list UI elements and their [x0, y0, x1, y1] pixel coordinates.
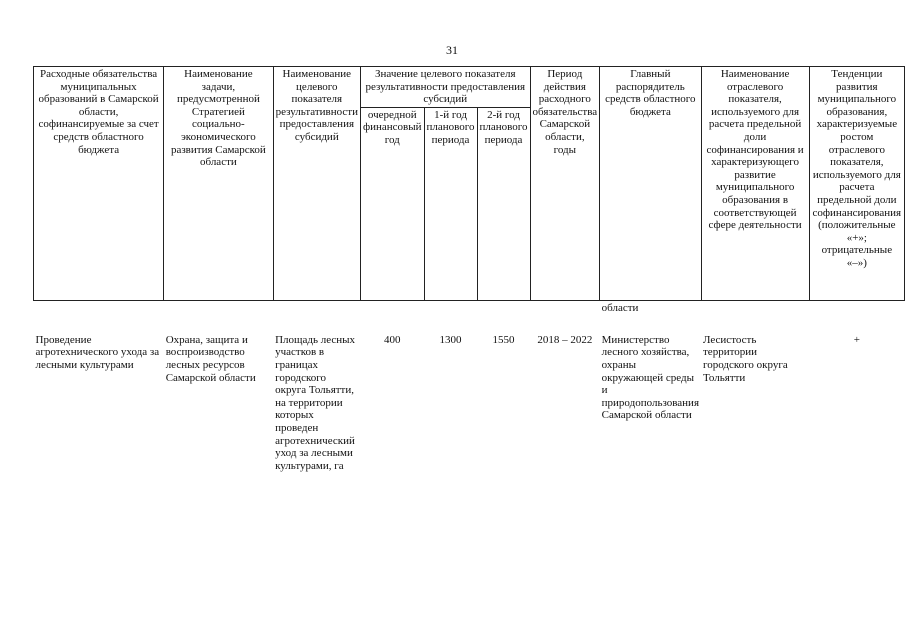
header-task: Наименование задачи, предусмотренной Стратегией социально-экономического развития Самарской области [164, 67, 273, 301]
cell-period: 2018 – 2022 [537, 333, 593, 346]
subsidy-table [33, 66, 905, 473]
page-number: 31 [446, 43, 458, 57]
cell-trend: + [853, 333, 860, 346]
header-manager-overflow: области [601, 301, 639, 314]
cell-sector-indicator: Лесистость территории городского округа Тольятти [703, 333, 788, 384]
header-value-plan1: 1-й год планового периода [424, 107, 477, 300]
cell-value-plan2: 1550 [492, 333, 515, 346]
header-period: Период действия расходного обязательства Самарской области, годы [530, 67, 600, 301]
cell-value-plan1: 1300 [439, 333, 462, 346]
cell-task: Охрана, защита и воспроизводство лесных ресурсов Самарской области [165, 333, 256, 384]
header-value-group: Значение целевого показателя результативности предоставления субсидий [361, 67, 531, 108]
header-value-current: очередной финансовый год [361, 107, 425, 300]
cell-indicator: Площадь лесных участков в границах городского округа Тольятти, на территории которых проведен агротехнический уход за лесными культурами, га [275, 333, 356, 472]
header-manager: Главный распорядитель средств областного бюджета [600, 67, 701, 301]
header-sector-indicator: Наименование отраслевого показателя, используемого для расчета предельной доли софинансирования и характеризующего развитие муниципального образования в соответствующей сфере деятельности [701, 67, 809, 301]
cell-obligation: Проведение агротехнического ухода за лесными культурами [35, 333, 160, 371]
cell-manager: Министерство лесного хозяйства, охраны окружающей среды и природопользования Самарской области [601, 333, 700, 422]
header-trend: Тенденции развития муниципального образования, характеризуемые ростом отраслевого показателя, используемого для расчета предельной доли софинансирования (положительные «+»; отрицательные «–») [809, 67, 904, 301]
cell-value-current: 400 [384, 333, 401, 346]
header-obligations: Расходные обязательства муниципальных образований в Самарской области, софинансируемые за счет средств областного бюджета [34, 67, 164, 301]
header-indicator: Наименование целевого показателя результативности предоставления субсидий [273, 67, 360, 301]
header-value-plan2: 2-й год планового периода [477, 107, 530, 300]
table-row [34, 333, 905, 474]
